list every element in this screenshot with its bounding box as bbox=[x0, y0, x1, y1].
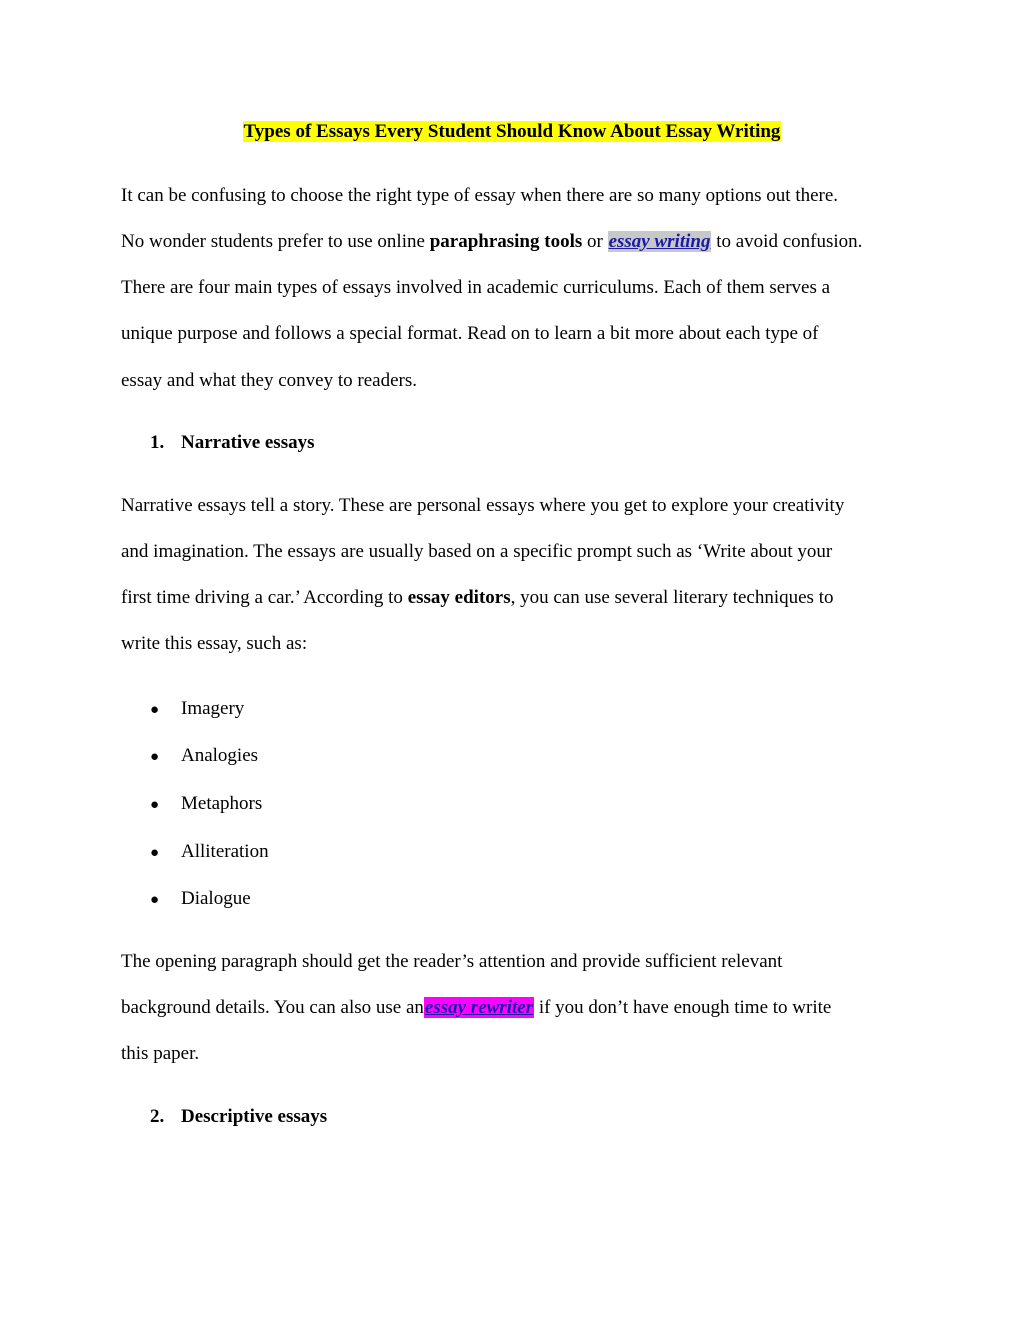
section-number: 2. bbox=[150, 1106, 165, 1127]
intro-line-2-start: No wonder students prefer to use online bbox=[121, 231, 430, 252]
opening-line-2-end: if you don’t have enough time to write bbox=[534, 997, 832, 1018]
section-heading-descriptive bbox=[150, 1104, 327, 1130]
narrative-line-3-end: , you can use several literary techniques to bbox=[510, 587, 834, 608]
section-title: Descriptive essays bbox=[181, 1106, 328, 1127]
list-item-text: Analogies bbox=[181, 745, 259, 766]
bullet-icon: ● bbox=[150, 892, 160, 908]
intro-line-2-end: to avoid confusion. bbox=[711, 231, 863, 252]
narrative-line-1: Narrative essays tell a story. These are personal essays where you get to explore your creativity bbox=[121, 495, 845, 516]
list-item-text: Metaphors bbox=[181, 793, 263, 814]
list-item bbox=[150, 886, 251, 913]
list-item bbox=[150, 743, 258, 770]
narrative-line-3-start: first time driving a car.’ According to bbox=[121, 587, 408, 608]
intro-line-2-or: or bbox=[582, 231, 608, 252]
narrative-line-2: and imagination. The essays are usually based on a specific prompt such as ‘Write about your bbox=[121, 541, 833, 562]
bullet-icon: ● bbox=[150, 845, 160, 861]
intro-line-3: There are four main types of essays involved in academic curriculums. Each of them serves a bbox=[121, 277, 831, 298]
title-text: Types of Essays Every Student Should Know About Essay Writing bbox=[243, 121, 781, 142]
list-item-text: Imagery bbox=[181, 698, 245, 719]
essay-writing-link[interactable]: essay writing bbox=[608, 231, 711, 252]
narrative-line-3 bbox=[121, 585, 833, 611]
paraphrasing-tools-text: paraphrasing tools bbox=[429, 231, 583, 252]
list-item bbox=[150, 696, 244, 723]
opening-line-2-start: background details. You can also use an bbox=[121, 997, 424, 1018]
bullet-icon: ● bbox=[150, 797, 160, 813]
document-title bbox=[0, 119, 1024, 145]
essay-editors-text: essay editors bbox=[407, 587, 511, 608]
intro-line-4: unique purpose and follows a special format. Read on to learn a bit more about each type of bbox=[121, 323, 819, 344]
opening-line-1: The opening paragraph should get the reader’s attention and provide sufficient relevant bbox=[121, 951, 783, 972]
section-title: Narrative essays bbox=[181, 432, 315, 453]
bullet-icon: ● bbox=[150, 702, 160, 718]
opening-line-3: this paper. bbox=[121, 1043, 200, 1064]
section-heading-narrative bbox=[150, 430, 315, 456]
list-item bbox=[150, 791, 262, 818]
opening-line-2 bbox=[121, 995, 831, 1021]
essay-rewriter-link[interactable]: essay rewriter bbox=[424, 997, 534, 1018]
list-item-text: Dialogue bbox=[181, 888, 251, 909]
list-item-text: Alliteration bbox=[181, 841, 269, 862]
intro-line-5: essay and what they convey to readers. bbox=[121, 370, 417, 391]
list-item bbox=[150, 839, 269, 866]
narrative-line-4: write this essay, such as: bbox=[121, 633, 308, 654]
intro-line-2 bbox=[121, 229, 862, 255]
intro-line-1: It can be confusing to choose the right type of essay when there are so many options out there. bbox=[121, 185, 839, 206]
section-number: 1. bbox=[150, 432, 165, 453]
bullet-icon: ● bbox=[150, 749, 160, 765]
